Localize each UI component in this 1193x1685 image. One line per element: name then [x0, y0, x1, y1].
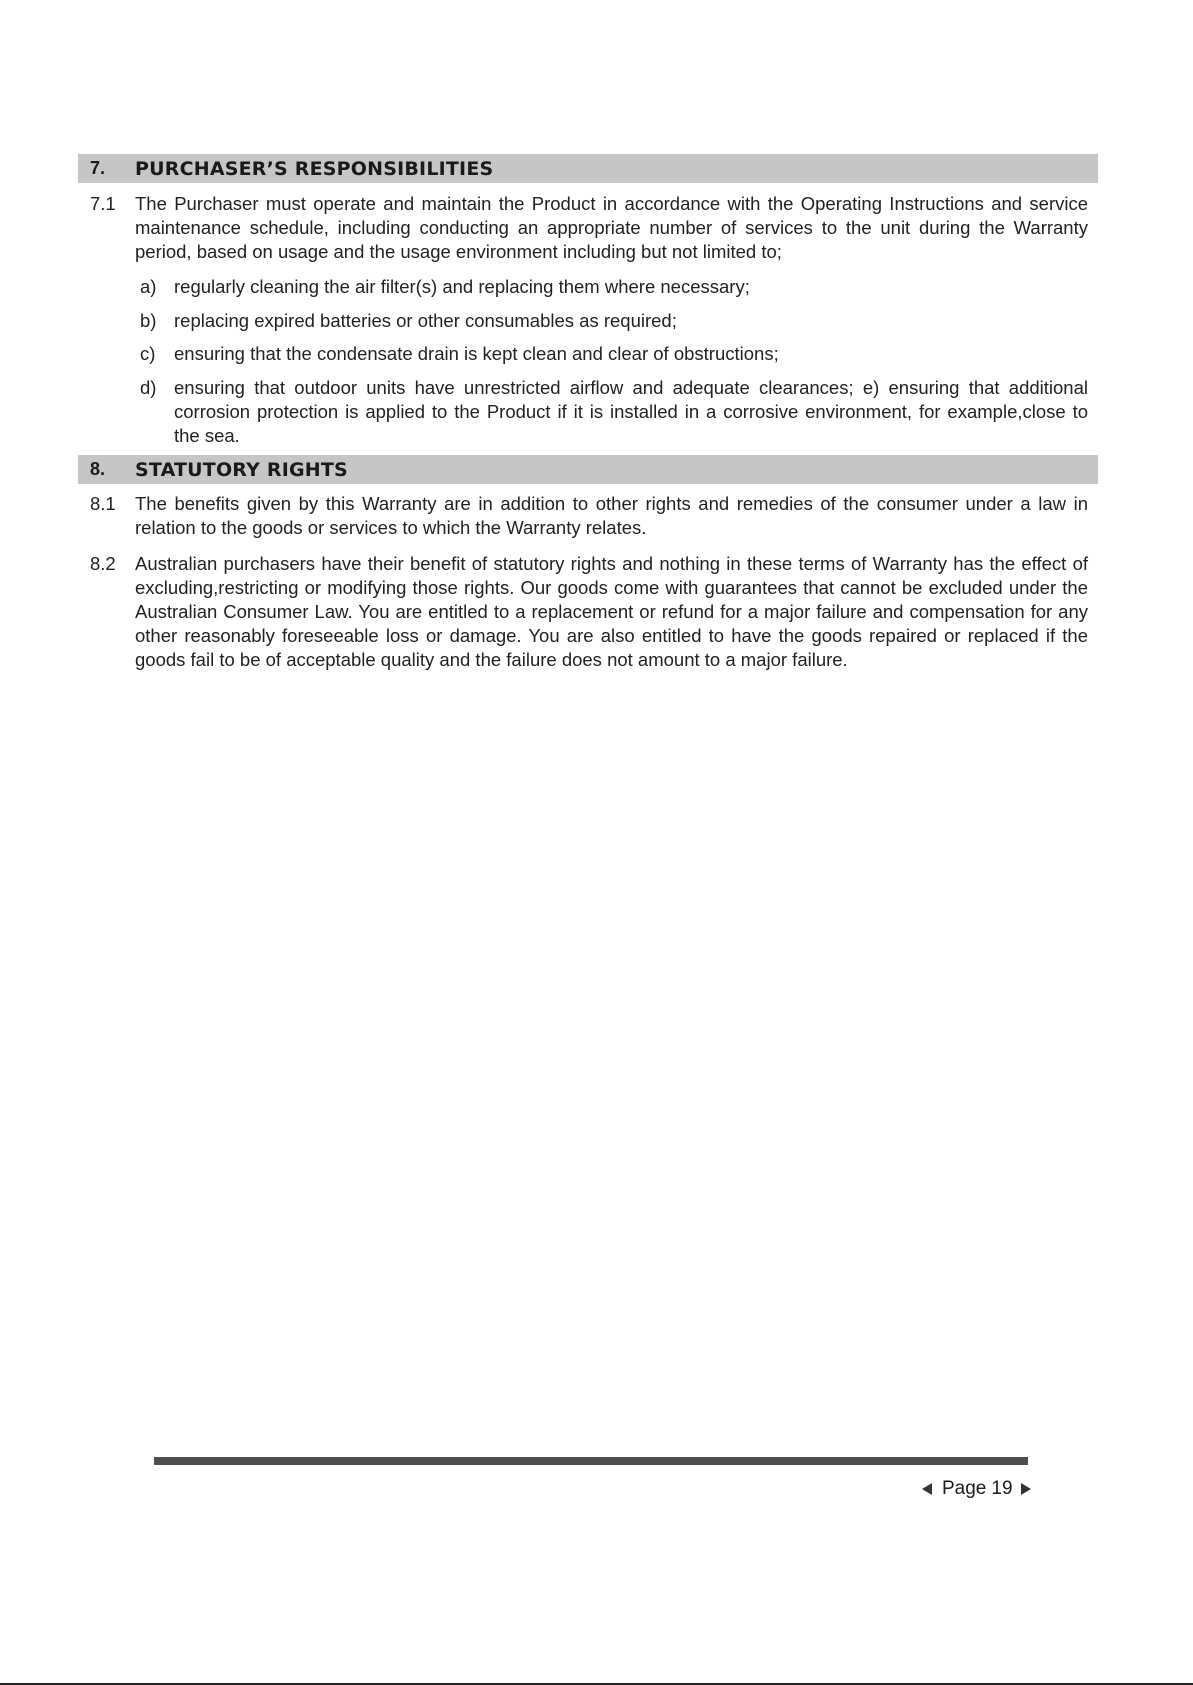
triangle-left-icon	[922, 1483, 932, 1495]
section-title: PURCHASER’S RESPONSIBILITIES	[135, 157, 494, 180]
list-item-text: replacing expired batteries or other consumables as required;	[174, 310, 677, 331]
footer-rule	[154, 1457, 1028, 1465]
section-number: 8.	[90, 459, 106, 479]
clause-number: 7.1	[90, 193, 116, 214]
list-item-text: regularly cleaning the air filter(s) and replacing them where necessary;	[174, 276, 750, 297]
section-8-header	[78, 455, 1098, 484]
clause-number: 8.1	[90, 493, 116, 514]
page-label: Page	[942, 1478, 987, 1499]
section-title: STATUTORY RIGHTS	[135, 458, 348, 481]
list-item-text: ensuring that outdoor units have unrestricted airflow and adequate clearances; e) ensuring that additional corrosion protection is applied to the Product if it is installed in a corrosive environment, for example,close to the sea.	[174, 377, 1088, 446]
list-item-letter: c)	[140, 343, 156, 364]
triangle-right-icon	[1021, 1483, 1031, 1495]
list-item-letter: d)	[140, 377, 157, 398]
section-number: 7.	[90, 158, 106, 178]
clause-text: Australian purchasers have their benefit of statutory rights and nothing in these terms of Warranty has the effect of excluding,restricting or modifying those rights. Our goods come with guarantees that cannot be excluded under the Australian Consumer Law. You are entitled to a replacement or refund for a major failure and compensation for any other reasonably foreseeable loss or damage. You are also entitled to have the goods repaired or replaced if the goods fail to be of acceptable quality and the failure does not amount to a major failure.	[135, 553, 1088, 670]
list-item-letter: a)	[140, 276, 157, 297]
section-7-header	[78, 154, 1098, 183]
list-item-letter: b)	[140, 310, 157, 331]
list-item-text: ensuring that the condensate drain is kept clean and clear of obstructions;	[174, 343, 779, 364]
page-number: 19	[991, 1478, 1013, 1499]
page-indicator	[922, 1478, 1031, 1500]
clause-text: The Purchaser must operate and maintain the Product in accordance with the Operating Instructions and service maintenance schedule, including conducting an appropriate number of services to the unit during the Warranty period, based on usage and the usage environment including but not limited to;	[135, 193, 1088, 262]
clause-number: 8.2	[90, 553, 116, 574]
clause-text: The benefits given by this Warranty are in addition to other rights and remedies of the consumer under a law in relation to the goods or services to which the Warranty relates.	[135, 493, 1088, 538]
